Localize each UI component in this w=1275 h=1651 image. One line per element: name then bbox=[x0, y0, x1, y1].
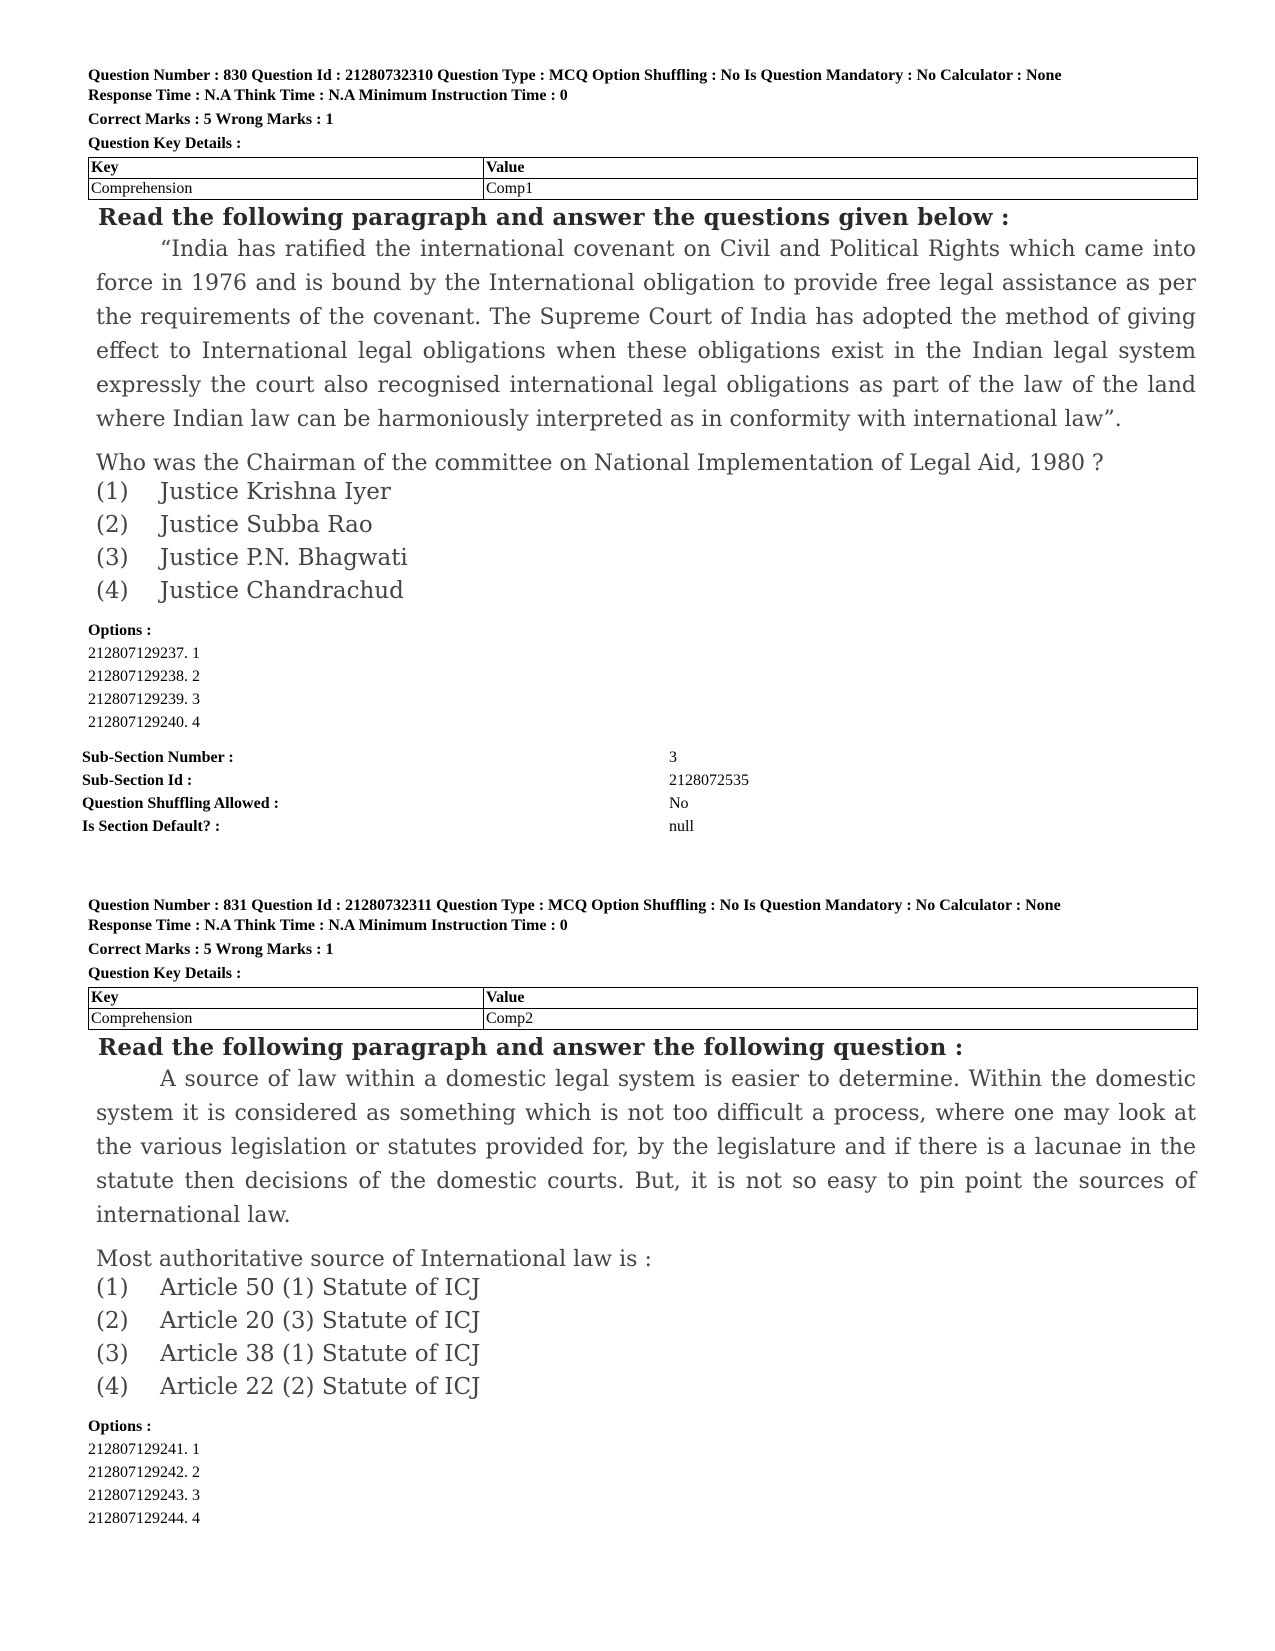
subsection-value: 3 bbox=[669, 749, 677, 766]
options-list bbox=[88, 620, 1198, 734]
marks-line: Correct Marks : 5 Wrong Marks : 1 bbox=[88, 941, 334, 958]
subsection-value: null bbox=[669, 818, 694, 835]
subsection-key: Sub-Section Number : bbox=[82, 749, 234, 766]
question-text: Most authoritative source of International law is : bbox=[96, 1247, 652, 1272]
option-id: 212807129244. 4 bbox=[88, 1510, 200, 1527]
question-meta-line: Question Number : 830 Question Id : 21280732310 Question Type : MCQ Option Shuffling : No Is Question Mandatory : No Calculator : None bbox=[88, 67, 1062, 84]
subsection-key: Question Shuffling Allowed : bbox=[82, 795, 279, 812]
choice-text: Justice Chandrachud bbox=[160, 578, 404, 604]
option-id: 212807129239. 3 bbox=[88, 691, 200, 708]
choice-number: (3) bbox=[96, 1341, 129, 1367]
question-block-830 bbox=[88, 66, 1198, 734]
option-id: 212807129237. 1 bbox=[88, 645, 200, 662]
choice bbox=[96, 575, 1198, 608]
subsection-row bbox=[82, 746, 882, 769]
question-meta bbox=[88, 896, 1198, 984]
question-meta bbox=[88, 66, 1198, 154]
question-scan bbox=[88, 1034, 1198, 1404]
choice-number: (4) bbox=[96, 578, 129, 604]
comprehension-paragraph: “India has ratified the international covenant on Civil and Political Rights which came into force in 1976 and is bound by the International obligation to provide free legal assistance as per the requirements of the covenant. The Supreme Court of India has adopted the method of giving effect to International legal obligations when these obligations exist in the Indian legal system expressly the court also recognised international legal obligations as part of the law of the land where Indian law can be harmoniously interpreted as in conformity with international law”. bbox=[96, 237, 1196, 432]
subsection-value: No bbox=[669, 795, 689, 812]
value-cell: Comp2 bbox=[484, 1009, 1198, 1030]
choice-text: Article 38 (1) Statute of ICJ bbox=[160, 1341, 481, 1367]
key-table bbox=[88, 987, 1198, 1030]
choice-text: Article 22 (2) Statute of ICJ bbox=[160, 1374, 481, 1400]
question-timing-line: Response Time : N.A Think Time : N.A Minimum Instruction Time : 0 bbox=[88, 87, 568, 104]
options-label: Options : bbox=[88, 1418, 152, 1435]
value-header: Value bbox=[484, 988, 1198, 1009]
choice-text: Article 20 (3) Statute of ICJ bbox=[160, 1308, 481, 1334]
choice-number: (2) bbox=[96, 512, 129, 538]
choice bbox=[96, 1305, 1198, 1338]
choice bbox=[96, 1272, 1198, 1305]
marks-line: Correct Marks : 5 Wrong Marks : 1 bbox=[88, 111, 334, 128]
option-id: 212807129242. 2 bbox=[88, 1464, 200, 1481]
choice-number: (3) bbox=[96, 545, 129, 571]
question-scan bbox=[88, 204, 1198, 608]
choice bbox=[96, 542, 1198, 575]
subsection-key: Is Section Default? : bbox=[82, 818, 221, 835]
choice bbox=[96, 509, 1198, 542]
options-label: Options : bbox=[88, 622, 152, 639]
choice-number: (4) bbox=[96, 1374, 129, 1400]
key-details-label: Question Key Details : bbox=[88, 965, 242, 982]
choice-text: Justice P.N. Bhagwati bbox=[160, 545, 408, 571]
choice bbox=[96, 476, 1198, 509]
option-id: 212807129240. 4 bbox=[88, 714, 200, 731]
question-meta-line: Question Number : 831 Question Id : 21280732311 Question Type : MCQ Option Shuffling : No Is Question Mandatory : No Calculator : None bbox=[88, 897, 1061, 914]
key-table bbox=[88, 157, 1198, 200]
comprehension-paragraph: A source of law within a domestic legal system is easier to determine. Within the domestic system it is considered as something which is not too difficult a process, where one may look at the various legislation or statutes provided for, by the legislature and if there is a lacunae in the statute then decisions of the domestic courts. But, it is not so easy to pin point the sources of international law. bbox=[96, 1067, 1196, 1228]
subsection-value: 2128072535 bbox=[669, 772, 749, 789]
choice-text: Justice Krishna Iyer bbox=[160, 479, 391, 505]
option-id: 212807129243. 3 bbox=[88, 1487, 200, 1504]
key-details-label: Question Key Details : bbox=[88, 135, 242, 152]
subsection-row bbox=[82, 792, 882, 815]
choice-text: Justice Subba Rao bbox=[160, 512, 373, 538]
choice-number: (2) bbox=[96, 1308, 129, 1334]
question-block-831 bbox=[88, 896, 1198, 1530]
key-cell: Comprehension bbox=[89, 179, 484, 200]
value-header: Value bbox=[484, 158, 1198, 179]
choice-number: (1) bbox=[96, 1275, 129, 1301]
key-cell: Comprehension bbox=[89, 1009, 484, 1030]
subsection-info bbox=[82, 746, 882, 838]
key-header: Key bbox=[89, 158, 484, 179]
instruction-heading: Read the following paragraph and answer the questions given below : bbox=[98, 204, 1010, 231]
question-text: Who was the Chairman of the committee on National Implementation of Legal Aid, 1980 ? bbox=[96, 451, 1104, 476]
value-cell: Comp1 bbox=[484, 179, 1198, 200]
question-timing-line: Response Time : N.A Think Time : N.A Minimum Instruction Time : 0 bbox=[88, 917, 568, 934]
choice-number: (1) bbox=[96, 479, 129, 505]
options-list bbox=[88, 1416, 1198, 1530]
choice bbox=[96, 1371, 1198, 1404]
instruction-heading: Read the following paragraph and answer the following question : bbox=[98, 1034, 964, 1061]
choice bbox=[96, 1338, 1198, 1371]
option-id: 212807129238. 2 bbox=[88, 668, 200, 685]
subsection-key: Sub-Section Id : bbox=[82, 772, 193, 789]
choice-text: Article 50 (1) Statute of ICJ bbox=[160, 1275, 481, 1301]
subsection-row bbox=[82, 769, 882, 792]
option-id: 212807129241. 1 bbox=[88, 1441, 200, 1458]
subsection-row bbox=[82, 815, 882, 838]
key-header: Key bbox=[89, 988, 484, 1009]
